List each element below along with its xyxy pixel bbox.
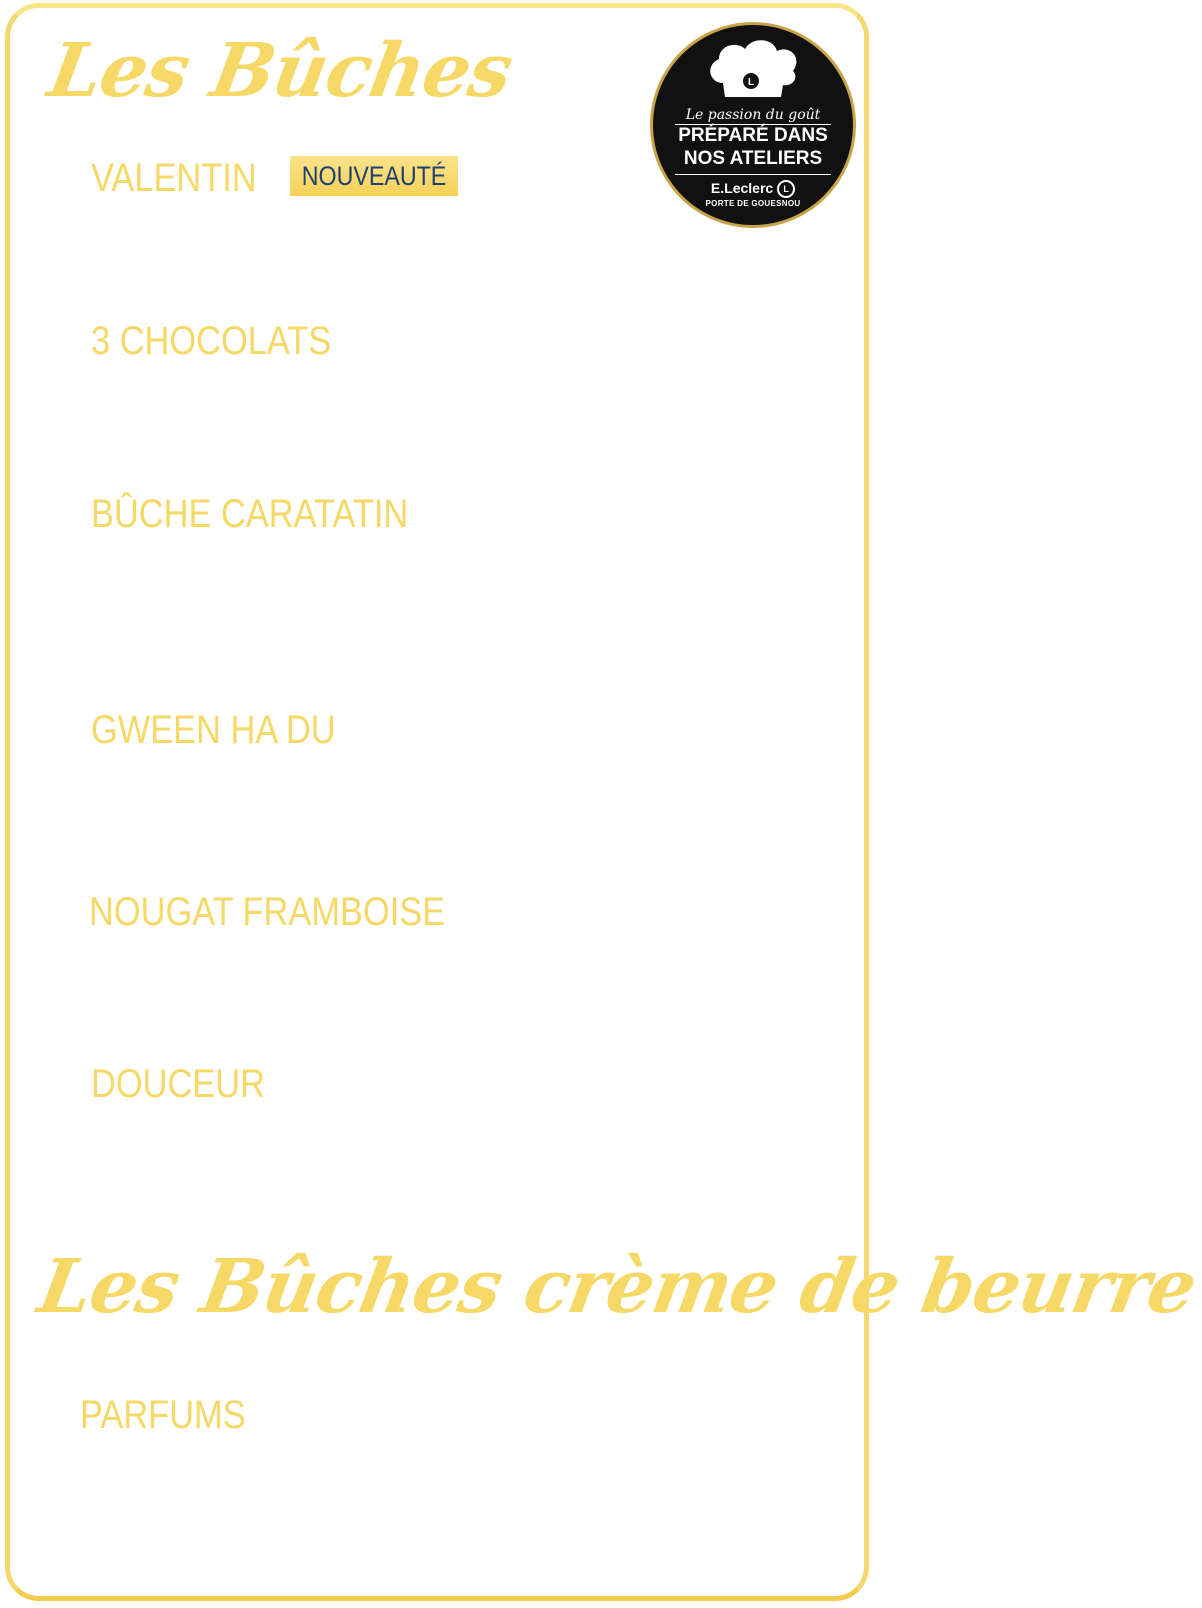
seal-line-1: PRÉPARÉ DANS <box>678 125 828 146</box>
section-title-buches: Les Bûches <box>42 28 519 114</box>
menu-item-valentin: VALENTIN <box>91 156 257 200</box>
seal-brand-text: E.Leclerc <box>710 180 774 196</box>
seal-line-2: NOS ATELIERS <box>683 148 823 169</box>
menu-item-parfums: PARFUMS <box>80 1393 246 1437</box>
new-badge <box>290 156 458 196</box>
menu-item-gween-ha-du: GWEEN HA DU <box>91 708 336 752</box>
menu-item-buche-caratatin: BÛCHE CARATATIN <box>91 492 409 536</box>
seal-location: PORTE DE GOUESNOU <box>705 199 801 208</box>
prepared-in-workshop-seal <box>650 22 856 228</box>
new-badge-label: NOUVEAUTÉ <box>301 161 447 191</box>
menu-item-nougat-framboise: NOUGAT FRAMBOISE <box>89 890 446 934</box>
leclerc-logo-icon <box>653 180 853 198</box>
seal-divider-bottom <box>675 174 831 175</box>
menu-item-3-chocolats: 3 CHOCOLATS <box>91 319 332 363</box>
card-frame <box>5 3 869 1601</box>
section-title-buches-creme-de-beurre: Les Bûches crème de beurre <box>32 1244 1202 1330</box>
seal-script-text: Le passion du goût <box>685 107 821 123</box>
svg-text:L: L <box>747 77 755 88</box>
seal-main-text <box>653 124 853 170</box>
leclerc-circle-icon: L <box>777 180 795 198</box>
menu-item-douceur: DOUCEUR <box>91 1062 265 1106</box>
